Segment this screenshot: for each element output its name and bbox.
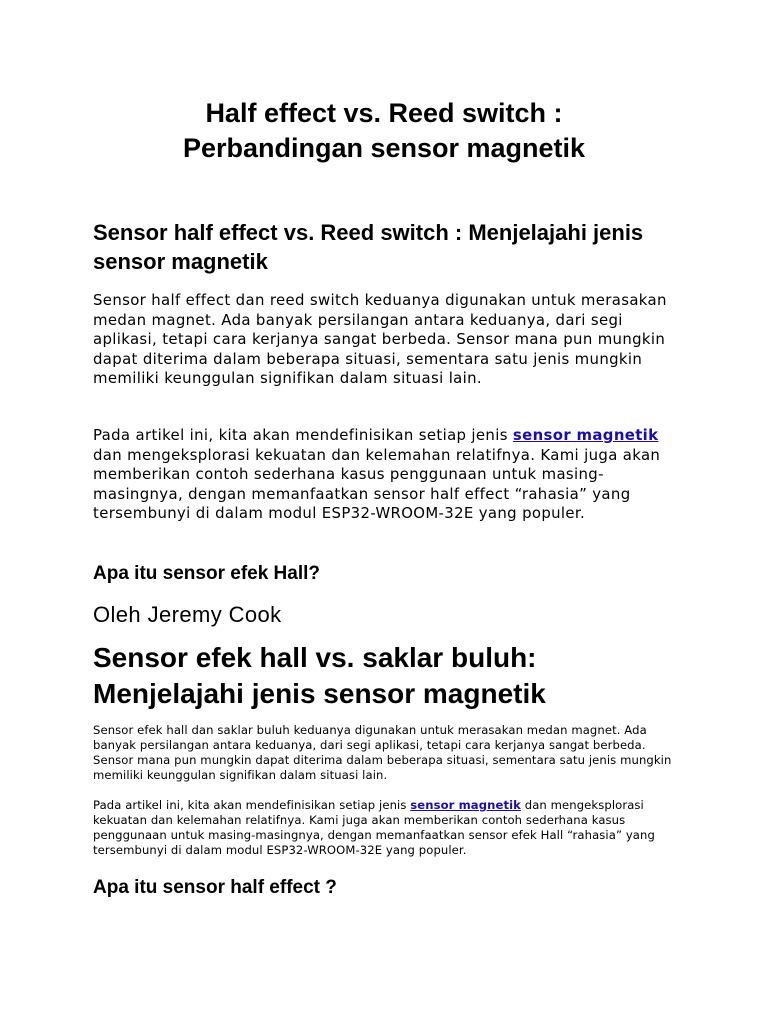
- author-byline: Oleh Jeremy Cook: [93, 602, 282, 627]
- section2-paragraph-1: Sensor efek hall dan saklar buluh keduanya digunakan untuk merasakan medan magnet. Ada banyak persilangan antara keduanya, dari segi aplikasi, tetapi cara kerjanya sangat berbeda. Sensor mana pun mungkin dapat diterima dalam beberapa situasi, sementara satu jenis mungkin memiliki keunggulan signifikan dalam situasi lain.: [93, 723, 672, 782]
- sensor-magnetik-link[interactable]: sensor magnetik: [512, 426, 659, 444]
- section2-paragraph-2: [93, 798, 683, 858]
- document-title-line2: Perbandingan sensor magnetik: [182, 133, 586, 163]
- section2-heading: Sensor efek hall vs. saklar buluh: Menjelajahi jenis sensor magnetik: [93, 642, 546, 709]
- sensor-magnetik-link-2[interactable]: sensor magnetik: [410, 798, 521, 812]
- section2-paragraph-2-text-after: dan mengeksplorasi kekuatan dan kelemahan relatifnya. Kami juga akan memberikan contoh sederhana kasus penggunaan untuk masing-masingnya, dengan memanfaatkan sensor efek Hall “rahasia” yang tersembunyi di dalam modul ESP32-WROOM-32E yang populer.: [93, 798, 655, 857]
- section1-paragraph-2: [93, 426, 685, 524]
- section1-paragraph-2-text-after: dan mengeksplorasi kekuatan dan kelemahan relatifnya. Kami juga akan memberikan contoh sederhana kasus penggunaan untuk masing-masingnya, dengan memanfaatkan sensor half effect “rahasia” yang tersembunyi di dalam modul ESP32-WROOM-32E yang populer.: [93, 445, 661, 522]
- section2-subheading: Apa itu sensor half effect ?: [93, 877, 337, 898]
- section1-paragraph-1: Sensor half effect dan reed switch keduanya digunakan untuk merasakan medan magnet. Ada banyak persilangan antara keduanya, dari segi aplikasi, tetapi cara kerjanya sangat berbeda. Sensor mana pun mungkin dapat diterima dalam beberapa situasi, sementara satu jenis mungkin memiliki keunggulan signifikan dalam situasi lain.: [93, 291, 667, 387]
- section2-paragraph-2-text-before: Pada artikel ini, kita akan mendefinisikan setiap jenis: [93, 798, 411, 812]
- document-title-line1: Half effect vs. Reed switch :: [205, 98, 563, 128]
- section1-paragraph-2-text-before: Pada artikel ini, kita akan mendefinisikan setiap jenis: [93, 426, 513, 444]
- section1-heading: Sensor half effect vs. Reed switch : Menjelajahi jenis sensor magnetik: [93, 220, 644, 274]
- document-title: [93, 96, 675, 166]
- section1-subheading: Apa itu sensor efek Hall?: [93, 563, 321, 584]
